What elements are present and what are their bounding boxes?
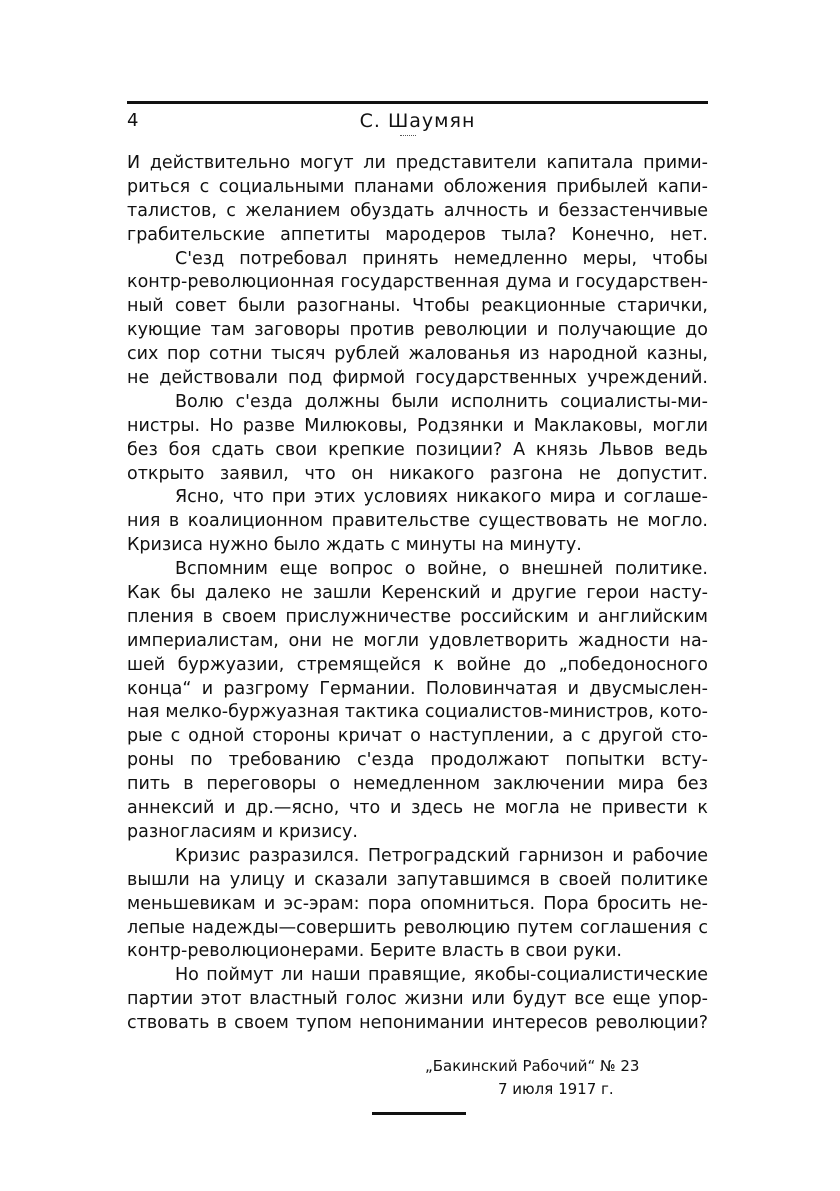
text-line: талистов, с желанием обуздать алчность и беззастенчивые	[127, 200, 708, 221]
text-line: Но поймут ли наши правящие, якобы-социалистические	[175, 965, 708, 986]
text-line: пить в переговоры о немедленном заключении мира без	[127, 774, 708, 795]
page-header	[127, 108, 708, 138]
source-date: 7 июля 1917 г.	[498, 1080, 614, 1098]
source-newspaper: „Бакинский Рабочий“ № 23	[425, 1057, 640, 1075]
text-line: риться с социальными планами обложения прибылей капи-	[127, 176, 708, 197]
text-line: пления в своем прислужничестве российским и английским	[127, 606, 708, 627]
text-line: сих пор сотни тысяч рублей жалованья из народной казны,	[127, 344, 708, 365]
text-line: И действительно могут ли представители капитала прими-	[127, 153, 708, 173]
text-line: Кризис разразился. Петроградский гарнизон и рабочие	[175, 845, 708, 866]
paragraph	[127, 558, 708, 845]
text-line: империалистам, они не могли удовлетворить жадности на-	[127, 630, 708, 651]
text-line: ный совет были разогнаны. Чтобы реакционные старички,	[127, 296, 708, 317]
text-line: Ясно, что при этих условиях никакого мира и соглаше-	[175, 487, 708, 508]
text-line: конца“ и разгрому Германии. Половинчатая и двусмыслен-	[127, 678, 708, 699]
text-line: вышли на улицу и сказали запутавшимся в своей политике	[127, 869, 708, 890]
text-line: Как бы далеко не зашли Керенский и другие герои насту-	[127, 583, 708, 604]
text-line: не действовали под фирмой государственных учреждений.	[127, 368, 708, 389]
paragraph	[127, 964, 708, 1036]
end-rule	[372, 1112, 466, 1115]
text-line: нистры. Но разве Милюковы, Родзянки и Маклаковы, могли	[127, 415, 708, 436]
text-line: контр-революционная государственная дума и государствен-	[127, 272, 708, 293]
top-rule	[127, 101, 708, 104]
article-body	[127, 152, 708, 1036]
running-title: С. Шаумян	[359, 110, 476, 132]
text-line: шей буржуазии, стремящейся к войне до „победоносного	[127, 654, 708, 675]
text-line: ствовать в своем тупом непонимании интересов революции?	[127, 1013, 708, 1034]
text-line: кующие там заговоры против революции и получающие до	[127, 320, 708, 341]
text-line: Вспомним еще вопрос о войне, о внешней политике.	[175, 559, 708, 580]
text-line: С'езд потребовал принять немедленно меры, чтобы	[175, 248, 708, 269]
paragraph	[127, 152, 708, 248]
text-line: рые с одной стороны кричат о наступлении, а с другой сто-	[127, 726, 708, 747]
text-line: открыто заявил, что он никакого разгона не допустит.	[127, 463, 708, 484]
text-line: лепые надежды—совершить революцию путем соглашения с	[127, 917, 708, 938]
page-number: 4	[127, 110, 139, 131]
text-line: роны по требованию с'езда продолжают попытки всту-	[127, 750, 708, 771]
text-line: контр-революционерами. Берите власть в свои руки.	[127, 941, 622, 962]
title-ornament	[400, 135, 416, 137]
text-line: Волю с'езда должны были исполнить социалисты-ми-	[175, 391, 708, 412]
paragraph	[127, 248, 708, 391]
paragraph	[127, 486, 708, 558]
text-line: меньшевикам и эс-эрам: пора опомниться. Пора бросить не-	[127, 893, 708, 914]
text-line: разногласиям и кризису.	[127, 821, 358, 842]
text-line: грабительские аппетиты мародеров тыла? Конечно, нет.	[127, 224, 708, 245]
paragraph	[127, 845, 708, 964]
text-line: ная мелко-буржуазная тактика социалистов-министров, кото-	[127, 702, 708, 723]
text-line: Кризиса нужно было ждать с минуты на минуту.	[127, 535, 582, 556]
text-line: без боя сдать свои крепкие позиции? А князь Львов ведь	[127, 439, 708, 460]
text-line: партии этот властный голос жизни или будут все еще упор-	[127, 989, 708, 1010]
source-signature	[425, 1055, 639, 1101]
text-line: аннексий и др.—ясно, что и здесь не могла не привести к	[127, 798, 708, 819]
paragraph	[127, 391, 708, 487]
text-line: ния в коалиционном правительстве существовать не могло.	[127, 511, 708, 532]
